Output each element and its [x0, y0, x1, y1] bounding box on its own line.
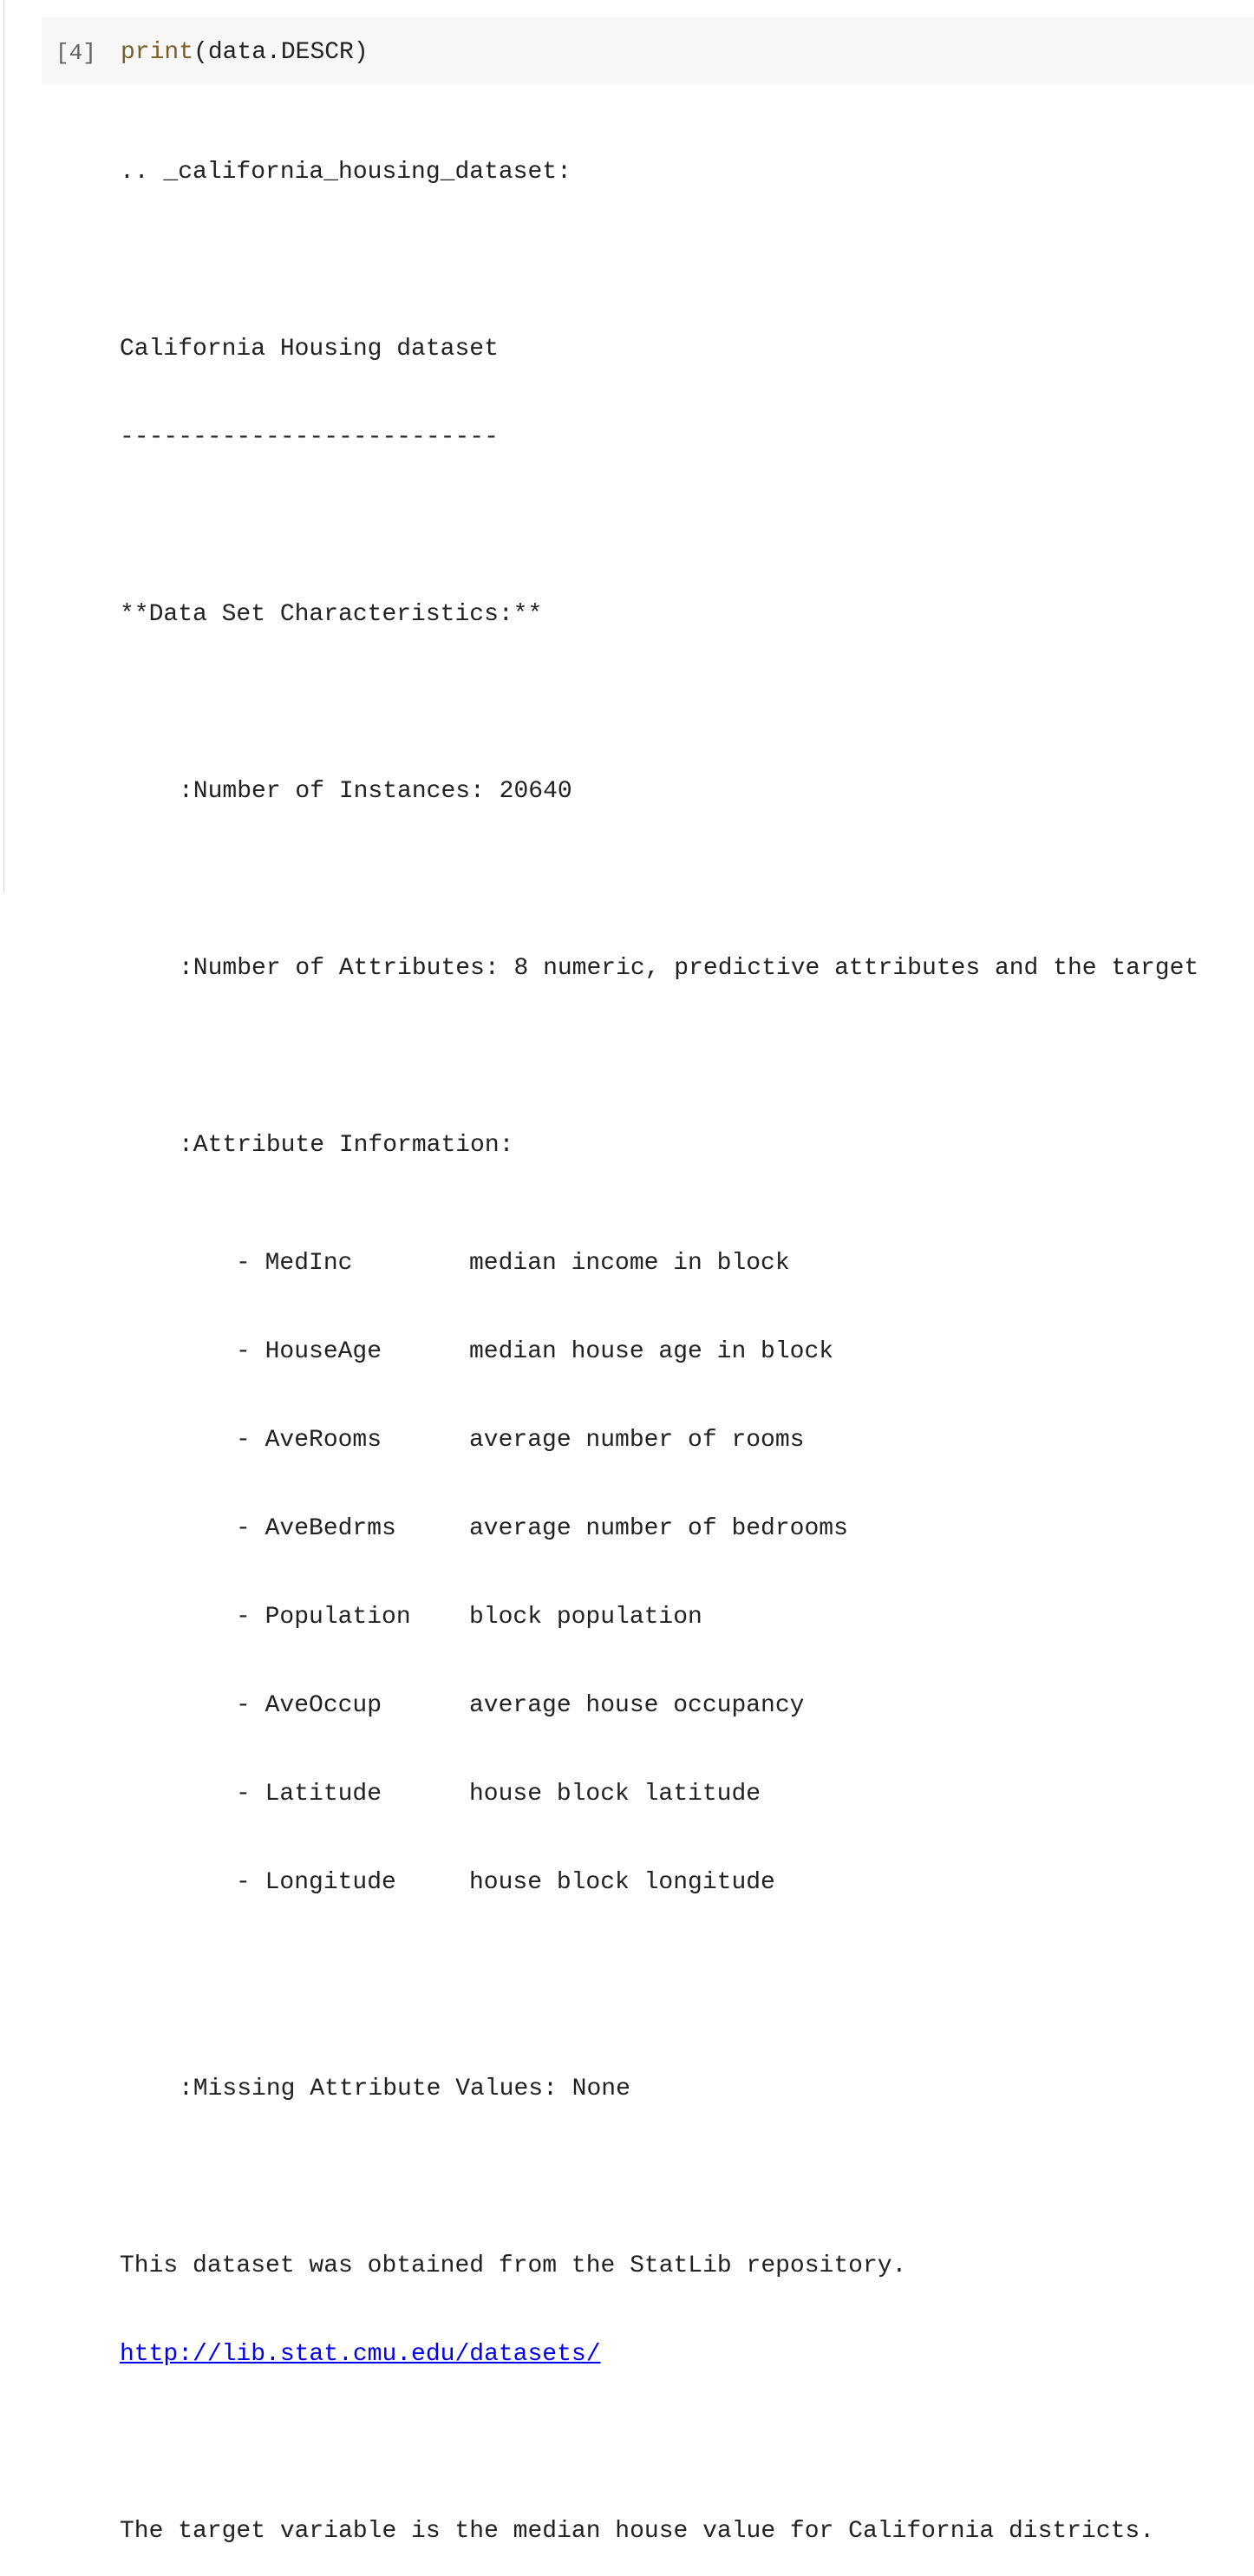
blank-line [120, 2163, 1198, 2193]
cell-output [120, 99, 1198, 2576]
attribute-description: average number of rooms [469, 1427, 805, 1454]
output-source: This dataset was obtained from the StatLib repository. [120, 2252, 907, 2279]
code-print-keyword: print [121, 39, 194, 66]
attribute-name: - AveRooms [236, 1427, 382, 1454]
blank-line [120, 1043, 1198, 1072]
attribute-description: median house age in block [469, 1338, 834, 1365]
attribute-row [120, 1426, 1198, 1455]
attribute-description: average number of bedrooms [469, 1515, 848, 1542]
attribute-description: house block latitude [469, 1781, 761, 1808]
attribute-name: - MedInc [236, 1250, 353, 1277]
output-anchor: .. _california_housing_dataset: [120, 159, 571, 186]
attribute-name: - Latitude [236, 1781, 382, 1808]
attribute-name: - HouseAge [236, 1338, 382, 1365]
output-missing-values: :Missing Attribute Values: None [179, 2076, 630, 2102]
blank-line [120, 246, 1198, 276]
code-cell[interactable] [42, 17, 1254, 85]
code-print-args: (data.DESCR) [193, 39, 369, 66]
output-attribute-information: :Attribute Information: [179, 1132, 514, 1159]
output-attributes: :Number of Attributes: 8 numeric, predictive attributes and the target [179, 955, 1199, 982]
output-title: California Housing dataset [120, 336, 499, 363]
attribute-description: median income in block [469, 1250, 790, 1277]
attribute-name: - Longitude [236, 1869, 396, 1896]
attribute-description: house block longitude [469, 1869, 775, 1896]
attribute-row [120, 1337, 1198, 1367]
attribute-row [120, 1603, 1198, 1632]
blank-line [120, 2429, 1198, 2458]
output-link-line [120, 2340, 1198, 2370]
output-title-underline: -------------------------- [120, 424, 499, 451]
attribute-description: block population [469, 1604, 702, 1631]
attribute-row [120, 1514, 1198, 1544]
code-line[interactable] [121, 40, 369, 66]
blank-line [120, 866, 1198, 895]
blank-line [120, 512, 1198, 541]
blank-line [120, 1986, 1198, 2016]
output-target: The target variable is the median house value for California districts. [120, 2518, 1154, 2545]
attribute-name: - AveBedrms [236, 1515, 396, 1542]
blank-line [120, 689, 1198, 718]
cell-left-border [3, 0, 4, 893]
attribute-row [120, 1868, 1198, 1898]
output-characteristics: **Data Set Characteristics:** [120, 601, 543, 628]
execution-count: [4] [56, 40, 96, 66]
attribute-row [120, 1249, 1198, 1278]
attribute-name: - Population [236, 1604, 411, 1631]
attribute-row [120, 1691, 1198, 1721]
attribute-description: average house occupancy [469, 1692, 805, 1719]
output-instances: :Number of Instances: 20640 [179, 778, 572, 805]
attribute-row [120, 1780, 1198, 1809]
attribute-name: - AveOccup [236, 1692, 382, 1719]
statlib-link[interactable]: http://lib.stat.cmu.edu/datasets/ [120, 2341, 601, 2368]
